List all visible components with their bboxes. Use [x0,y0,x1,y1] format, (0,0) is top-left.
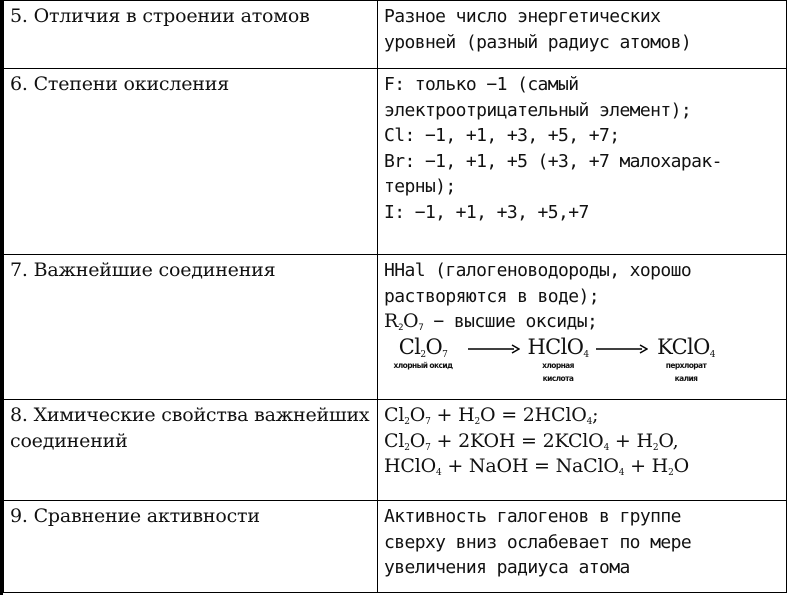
row-label: 8. Химические свойства важнейших соединений [4,400,378,501]
row-label: 6. Степени окисления [4,69,378,255]
table-row-9 [4,501,787,593]
reaction-arrow-icon [468,336,520,359]
table-row-8 [4,400,787,501]
scheme-item [526,336,590,385]
reaction-scheme [384,336,780,385]
reaction-arrow-icon [596,336,648,359]
content-line: F: только −1 (самый [384,74,579,95]
table-row-5 [4,1,787,69]
scheme-caption: хлорный оксид [393,360,453,370]
row-content [378,255,787,400]
content-line: сверху вниз ослабевает по мере [384,531,692,553]
content-line: HHal (галогеноводороды, хорошо [384,260,692,281]
scheme-caption: перхлорат калия [665,360,707,383]
scheme-item [384,336,462,372]
equation-line: $Cl_2O_7 + H_2O$ = 2HClO$_4$; [384,404,599,427]
oxide-formula-line: $R_2O_7$ − высшие оксиды; [384,310,598,333]
content-line: растворяются в воде); [384,285,599,307]
scheme-item [654,336,718,385]
row-content [378,69,787,255]
content-line: Разное число энергетических [384,6,661,27]
row-content [378,501,787,593]
scheme-formula: KClO$_4$ [657,334,715,360]
row-content [378,1,787,69]
equation-line: $Cl_2O_7 + 2KOH$ = 2KClO$_4$ + $H_2O$, [384,429,679,453]
row-label: 7. Важнейшие соединения [4,255,378,400]
row-label: 9. Сравнение активности [4,501,378,593]
content-line: I: −1, +1, +3, +5,+7 [384,201,589,223]
halogen-comparison-table [3,0,787,593]
row-content [378,400,787,501]
equation-line: HClO$_4$ + NaOH = NaClO$_4$ + $H_2O$ [384,455,689,478]
content-line: электроотрицательный элемент); [384,99,692,121]
content-line: Активность галогенов в группе [384,506,681,527]
scheme-caption: хлорная кислота [542,360,574,383]
row-label: 5. Отличия в строении атомов [4,1,378,69]
content-line: терны); [384,176,456,197]
scheme-formula: HClO$_4$ [527,334,589,360]
table-row-7 [4,255,787,400]
content-line: уровней (разный радиус атомов) [384,31,692,53]
content-line: увеличения радиуса атома [384,557,630,578]
content-line: Cl: −1, +1, +3, +5, +7; [384,125,620,146]
scheme-formula: $Cl_2O_7$ [398,334,448,360]
content-line: Br: −1, +1, +5 (+3, +7 малохарак- [384,150,722,172]
table-row-6 [4,69,787,255]
